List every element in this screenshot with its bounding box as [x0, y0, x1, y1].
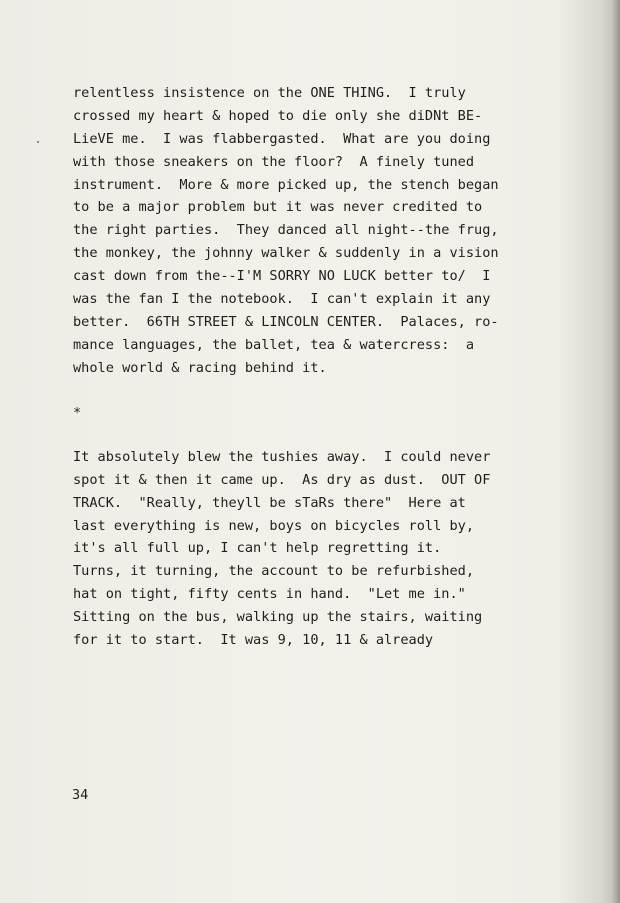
text-line: It absolutely blew the tushies away. I could never — [73, 449, 491, 465]
paper-speck — [37, 141, 39, 143]
text-line: last everything is new, boys on bicycles roll by, — [73, 518, 475, 534]
text-line: better. 66TH STREET & LINCOLN CENTER. Palaces, ro- — [73, 314, 499, 330]
page-edge-shadow — [611, 0, 620, 903]
page-number: 34 — [72, 787, 89, 803]
text-line: TRACK. "Really, theyll be sTaRs there" Here at — [73, 495, 466, 511]
text-line: whole world & racing behind it. — [73, 360, 327, 376]
text-line: it's all full up, I can't help regretting it. — [73, 540, 442, 556]
text-line: Sitting on the bus, walking up the stairs, waiting — [73, 609, 483, 625]
text-line: cast down from the--I'M SORRY NO LUCK better to/ I — [73, 268, 491, 284]
text-line: hat on tight, fifty cents in hand. "Let me in." — [73, 586, 466, 602]
text-line: Turns, it turning, the account to be refurbished, — [73, 563, 475, 579]
text-line: mance languages, the ballet, tea & watercress: a — [73, 337, 475, 353]
text-line: the monkey, the johnny walker & suddenly in a vision — [73, 245, 499, 261]
text-line: for it to start. It was 9, 10, 11 & already — [73, 632, 434, 648]
text-line: the right parties. They danced all night--the frug, — [73, 222, 499, 238]
text-line: LieVE me. I was flabbergasted. What are you doing — [73, 131, 491, 147]
text-line: with those sneakers on the floor? A finely tuned — [73, 154, 475, 170]
text-line: crossed my heart & hoped to die only she diDNt BE- — [73, 108, 483, 124]
section-separator: * — [73, 405, 82, 421]
text-line: relentless insistence on the ONE THING. I truly — [73, 85, 466, 101]
text-line: to be a major problem but it was never credited to — [73, 199, 483, 215]
text-line: instrument. More & more picked up, the stench began — [73, 177, 499, 193]
text-line: spot it & then it came up. As dry as dust. OUT OF — [73, 472, 491, 488]
text-line: was the fan I the notebook. I can't explain it any — [73, 291, 491, 307]
